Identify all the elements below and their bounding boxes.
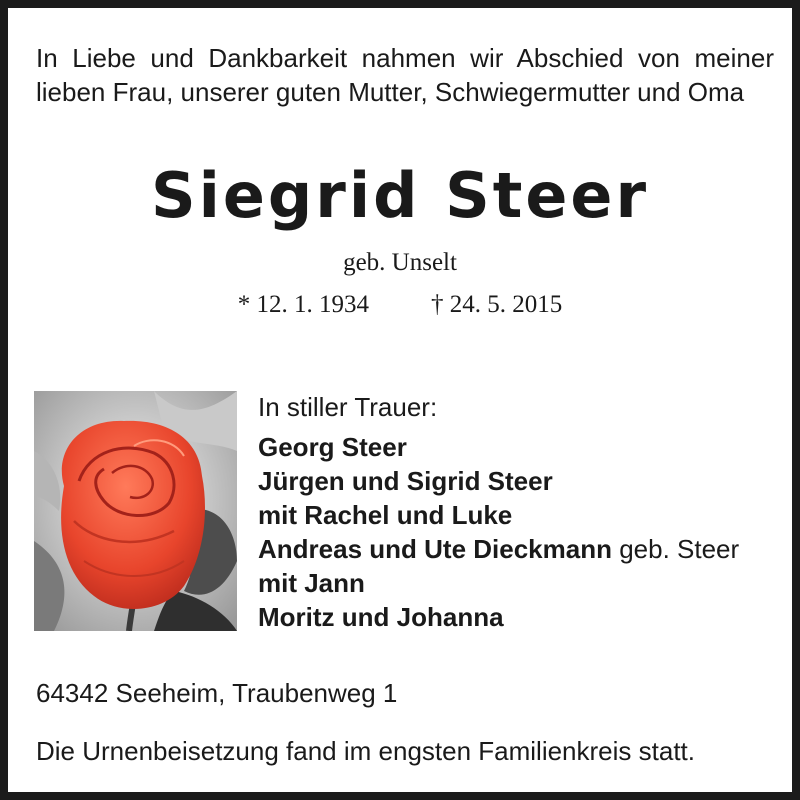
mourner-name: mit Jann — [258, 568, 365, 598]
mourner-name: Jürgen und Sigrid Steer — [258, 466, 553, 496]
address: 64342 Seeheim, Traubenweg 1 — [36, 678, 398, 708]
birth-date: * 12. 1. 1934 — [237, 291, 369, 318]
mourner-line — [258, 532, 778, 566]
mourning-lead: In stiller Trauer: — [258, 392, 438, 422]
intro-text: In Liebe und Dankbarkeit nahmen wir Abschied von meiner lieben Frau, unserer guten Mutter, Schwiegermutter und Oma — [36, 43, 774, 107]
mourner-line — [258, 600, 778, 634]
mourner-name: mit Rachel und Luke — [258, 500, 513, 530]
mourner-suffix: geb. Steer — [611, 534, 740, 564]
mourner-name: Andreas und Ute Dieckmann — [258, 534, 612, 564]
mourner-line — [258, 566, 778, 600]
maiden-name: geb. Unselt — [343, 249, 457, 276]
mourners-block — [258, 390, 778, 634]
life-dates — [8, 290, 792, 320]
mourner-line — [258, 464, 778, 498]
mourner-name: Georg Steer — [258, 432, 407, 462]
mourner-line — [258, 498, 778, 532]
burial-notice: Die Urnenbeisetzung fand im engsten Familienkreis statt. — [36, 736, 695, 766]
rose-icon — [34, 391, 237, 631]
rose-image — [34, 391, 237, 631]
deceased-name: Siegrid Steer — [150, 159, 650, 232]
mourner-line — [258, 430, 778, 464]
death-date: † 24. 5. 2015 — [431, 291, 563, 318]
mourner-name: Moritz und Johanna — [258, 602, 504, 632]
